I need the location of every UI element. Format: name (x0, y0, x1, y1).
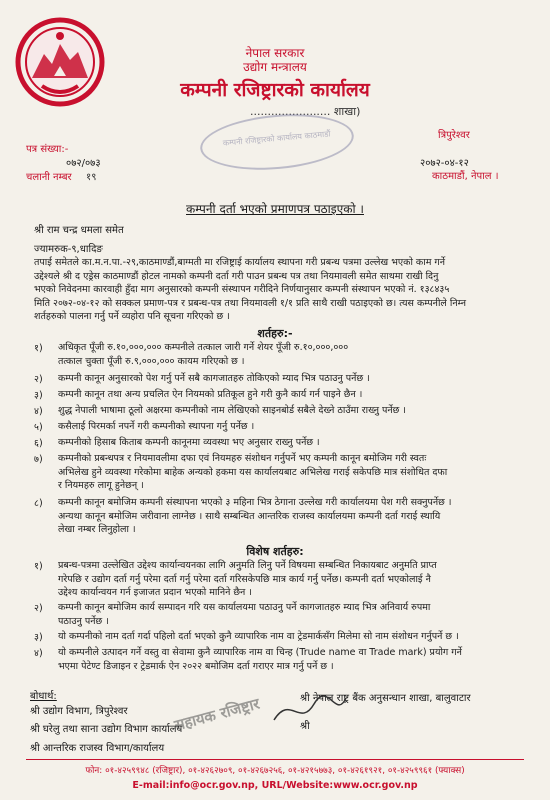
condition-line: कम्पनी कानून अनुसारको पेश गर्नु पर्ने सबै कागजातहरु तोकिएको म्याद भित्र पठाउनु पर्नेछ । (58, 373, 370, 384)
condition-item (58, 436, 528, 450)
condition-line: कसैलाई पिरमर्का नपर्ने गरी कम्पनीको स्थापना गर्नु पर्नेछ । (58, 421, 255, 432)
condition-number: १) (34, 343, 43, 354)
special-condition-item (58, 646, 528, 673)
body-line: तपाई समेतले का.म.न.पा.-२९,काठमाण्डौं,बाग्मती मा रजिष्ट्राई कार्यालय स्थापना गरी प्रबन्ध पत्रमा उल्लेख भएको काम गर्ने (34, 257, 446, 268)
body-paragraph (34, 256, 534, 324)
dispatch-number: १९ (86, 172, 97, 183)
condition-line: कम्पनी कानून तथा अन्य प्रचलित ऐन नियमको प्रतिकूल हुने गरी कुनै कार्य गर्न पाइने छैन । (58, 389, 363, 400)
cc-recipient: श्री घरेलु तथा साना उद्योग विभाग कार्यालय (30, 724, 183, 735)
condition-line: अधिकृत पूँजी रु.१०,०००,००० कम्पनीले तत्काल जारी गर्ने शेयर पूँजी रु.१०,०००,००० (58, 342, 349, 353)
special-condition-item (58, 559, 528, 600)
condition-line: अन्यथा कानून बमोजिम जरीवाना लाग्नेछ । साथै सम्बन्धित आन्तरिक राजस्व कार्यालयमा कम्पनी दर्ता गराई स्थायि (58, 510, 441, 522)
footer-phone: फोन: ०१-४२५९९४८ (रजिष्ट्रार), ०१-४२६२७०९, ०१-४२६७२५६, ०१-४२१५७७३, ०१-४२६१९२१, ०१-४२५९९६१ (फ्याक्स) (85, 766, 465, 776)
special-condition-line: उद्देश्य कार्यान्वयन गर्न इजाजत प्रदान भएको मानिने छैन । (58, 587, 252, 598)
cc-recipient: श्री आन्तरिक राजस्व विभाग/कार्यालय (30, 743, 165, 754)
signature-scribble-icon (270, 690, 350, 730)
footer-rule (26, 759, 524, 760)
condition-line: र नियमहरु लागू हुनेछन् । (58, 480, 144, 491)
special-condition-number: १) (34, 561, 43, 572)
special-condition-number: २) (34, 603, 43, 614)
body-line: शर्तहरुको पालना गर्नु पर्ने व्यहोरा पनि सूचना गरिएको छ । (34, 311, 230, 322)
condition-number: ६) (34, 438, 43, 449)
special-condition-line: प्रबन्ध-पत्रमा उल्लेखित उद्देश्य कार्यान्वयनका लागि अनुमति लिनु पर्ने विषयमा सम्बन्धित निकायबाट अनुमति प्राप्त (58, 560, 437, 571)
letter-date: २०७२-०४-१२ (420, 158, 469, 169)
letter-subject: कम्पनी दर्ता भएको प्रमाणपत्र पठाइएको । (186, 202, 364, 216)
special-condition-line: यो कम्पनीको नाम दर्ता गर्दा पहिलो दर्ता भएको कुनै व्यापारिक नाम वा ट्रेडमार्कसँग मिलेमा सो नाम संशोधन गर्नुपर्ने छ । (58, 631, 459, 642)
condition-item (58, 388, 528, 402)
place-bottom: काठमाडौं, नेपाल । (432, 171, 499, 182)
condition-number: ७) (34, 454, 43, 465)
body-line: भएको निवेदनमा कारवाही हुँदा माग अनुसारको कम्पनी संस्थापन गरीदिने निर्णयानुसार कम्पनी संस्थापन भएको नं. १३८४३५ (34, 284, 450, 295)
special-conditions-heading: विशेष शर्तहरु: (246, 545, 304, 558)
condition-item (58, 341, 528, 368)
place-top: त्रिपुरेश्वर (438, 130, 470, 141)
cc-label: बोधार्थ: (30, 691, 57, 702)
special-condition-number: ४) (34, 648, 43, 659)
reference-number: ०७२/०७३ (66, 158, 101, 169)
office-name: कम्पनी रजिष्ट्रारको कार्यालय (180, 79, 370, 101)
condition-line: कम्पनीको हिसाब किताब कम्पनी कानूनमा व्यवस्था भए अनुसार राख्नु पर्नेछ । (58, 437, 320, 448)
condition-line: लेखा नम्बर लिनुहोला । (58, 524, 136, 535)
recipient-name: श्री राम चन्द्र धमला समेत (34, 225, 124, 236)
branch-line: ....................... शाखा) (250, 105, 361, 118)
condition-item (58, 372, 528, 386)
condition-item (58, 452, 528, 493)
stamp-text: कम्पनी रजिष्ट्रारको कार्यालय काठमाडौं (222, 129, 331, 148)
signature-seal: सहायक रजिष्ट्रार (172, 694, 262, 735)
condition-line: कम्पनी कानून बमोजिम कम्पनी संस्थापना भएको ३ महिना भित्र ठेगाना उल्लेख गरी कार्यालयमा पेश गरी सक्नुपर्नेछ । (58, 497, 452, 508)
body-line: मिति २०७२-०४-१२ को सक्कल प्रमाण-पत्र र प्रबन्ध-पत्र तथा नियमावली १/१ प्रति साथै राखी पठाइएको छ। त्यस कम्पनीले निम्न (34, 297, 467, 309)
condition-item (58, 404, 528, 418)
special-condition-number: ३) (34, 632, 43, 643)
condition-number: २) (34, 374, 43, 385)
condition-number: ८) (34, 498, 43, 509)
conditions-heading: शर्तहरु:- (257, 327, 293, 340)
special-condition-line: पठाउनु पर्नेछ । (58, 615, 109, 627)
special-condition-item (58, 601, 528, 628)
cc-recipient-right: श्री नेपाल राष्ट्र बैंक अनुसन्धान शाखा, बालुवाटार (300, 693, 471, 704)
condition-item (58, 420, 528, 434)
footer-contact: E-mail:info@ocr.gov.np, URL/Website:www.ocr.gov.np (132, 780, 418, 791)
cc-recipient: श्री उद्योग विभाग, त्रिपुरेश्वर (30, 706, 128, 717)
special-condition-line: कम्पनी कानून बमोजिम कार्य सम्पादन गरि यस कार्यालयमा पठाउनु पर्ने कागजातहरु म्याद भित्र अनिवार्य रुपमा (58, 602, 431, 613)
special-condition-line: गरेपछि र उद्योग दर्ता गर्नु परेमा दर्ता गर्नु परेमा दर्ता गरिसकेपछि मात्र कार्य गर्नु पर्नेछ। कम्पनी दर्ता भएकोलाई नै (58, 573, 431, 585)
dispatch-label: चलानी नम्बर (26, 172, 72, 183)
government-name: नेपाल सरकार (245, 46, 305, 60)
condition-number: ३) (34, 390, 43, 401)
special-condition-line: यो कम्पनीले उत्पादन गर्ने वस्तु वा सेवामा कुनै व्यापारिक नाम वा चिन्ह (Trude name वा Trade mark) प्रयोग गर्ने (58, 647, 462, 658)
condition-line: शुद्ध नेपाली भाषामा ठूलो अक्षरमा कम्पनीको नाम लेखिएको साइनबोर्ड सबैले देख्ने ठाउँमा राख्नु पर्नेछ । (58, 405, 406, 416)
condition-item (58, 496, 528, 537)
condition-line: कम्पनीको प्रबन्धपत्र र नियमावलीमा दफा एवं नियमहरु संशोधन गर्नुपर्ने भए कम्पनी कानून बमोजिम गरी स्वतः (58, 453, 427, 464)
reference-label: पत्र संख्या:- (26, 144, 69, 155)
special-condition-item (58, 630, 528, 644)
special-condition-line: भएमा पेटेण्ट डिजाइन र ट्रेडमार्क ऐन २०२२ बमोजिम दर्ता गराएर मात्र गर्नु पर्ने छ । (58, 660, 334, 672)
condition-line: तत्काल चुक्ता पूँजी रु.९,०००,००० कायम गरिएको छ । (58, 355, 245, 367)
ministry-name: उद्योग मन्त्रालय (243, 60, 307, 74)
condition-line: अभिलेख हुने व्यवस्था गरेकोमा बाहेक अन्यको हकमा यस कार्यालयबाट अभिलेख गराई सकेपछि मात्र संशोधित दफा (58, 466, 448, 478)
condition-number: ४) (34, 406, 43, 417)
body-line: उद्देश्यले श्री द एड्रेस काठमाण्डौं होटल नामको कम्पनी दर्ता गरी पाउन प्रबन्ध पत्र तथा नियमावली समेत साथमा राखी दिनु (34, 270, 439, 282)
condition-number: ५) (34, 422, 43, 433)
recipient-address: ज्यामरुक-९,धादिङ (34, 244, 103, 255)
office-stamp (198, 108, 356, 175)
cc-recipient-right: श्री (300, 721, 310, 732)
